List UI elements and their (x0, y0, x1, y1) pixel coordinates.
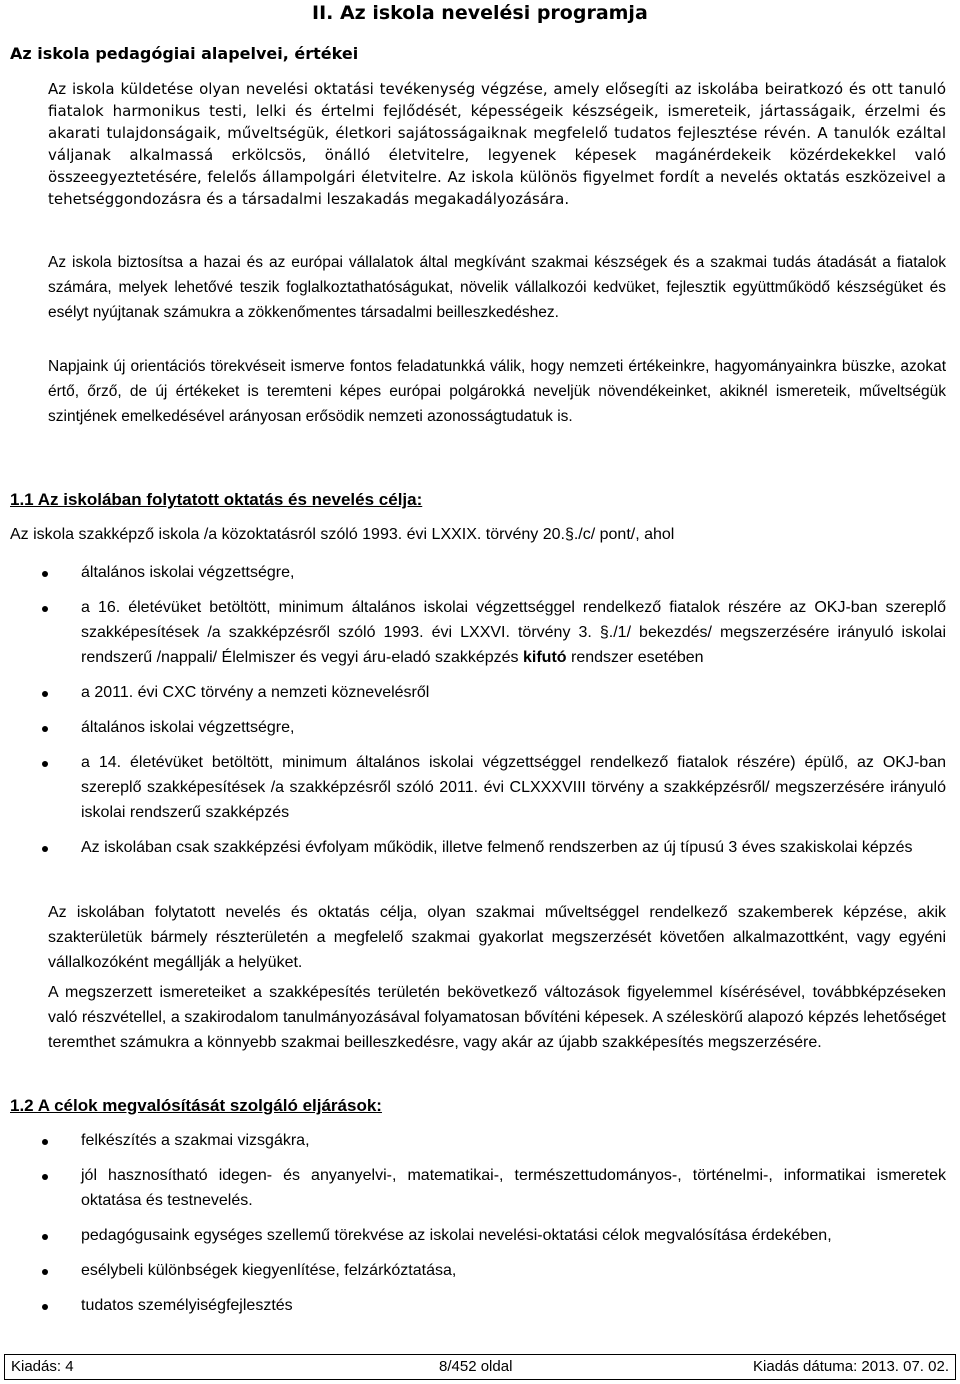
bullet-icon (42, 846, 48, 852)
list-item: általános iskolai végzettségre, (0, 560, 946, 585)
list-item: pedagógusaink egységes szellemű törekvése az iskolai nevelési-oktatási célok megvalósítása érdekében, (0, 1223, 946, 1248)
list-item: általános iskolai végzettségre, (0, 715, 946, 740)
bullet-icon (42, 726, 48, 732)
goals-list (0, 560, 946, 860)
list-item: felkészítés a szakmai vizsgákra, (0, 1128, 946, 1153)
page-number: 8/452 oldal (439, 1358, 513, 1375)
bullet-icon (42, 691, 48, 697)
list-item: a 16. életévüket betöltött, minimum általános iskolai végzettséggel rendelkező fiatalok részére az OKJ-ban szereplő szakképesítések /a szakképzésről szóló 1993. évi LXXVI. törvény 3. §./1/ bekezdés/ megszerzésére irányuló iskolai rendszerű /nappali/ Élelmiszer és vegyi áru-eladó szakképzés kifutó rendszer esetében (0, 595, 946, 670)
edition-label: Kiadás: 4 (11, 1358, 74, 1375)
bullet-icon (42, 571, 48, 577)
bullet-icon (42, 1234, 48, 1240)
bullet-icon (42, 1304, 48, 1310)
list-item: jól hasznosítható idegen- és anyanyelvi-, matematikai-, természettudományos-, történelmi-, informatikai ismeretek oktatása és testnevelés. (0, 1163, 946, 1213)
bullet-icon (42, 1139, 48, 1145)
section-1-1-heading: 1.1 Az iskolában folytatott oktatás és nevelés célja: (10, 490, 423, 509)
mission-paragraph: Az iskola küldetése olyan nevelési oktatási tevékenység végzése, amely elősegíti az iskolába beiratkozó és ott tanuló fiatalok harmonikus testi, lelki és értelmi fejlődését, képességeik készségeik, ismereteik, jártasságaik, érzelmi és akarati tulajdonságaik, műveltségük, életkori sajátosságaiknak megfelelő tudatos fejlesztése révén. A tanulók ezáltal váljanak alkalmassá erkölcsös, önálló életvitelre, legyenek képesek magánérdekeik közérdekekkel való összeegyeztetésére, felelős állampolgári életvitelre. Az iskola különös figyelmet fordít a nevelés oktatás eszközeivel a tehetséggondozásra és a társadalmi leszakadás megakadályozására. (48, 80, 946, 208)
orientation-paragraph: Napjaink új orientációs törekvéseit ismerve fontos feladatunkká válik, hogy nemzeti értékeinkre, hagyományainkra büszke, azokat értő, őrző, de új értékeket is teremteni képes európai polgárokká neveljük növendékeinket, akiknél ismereteik, műveltségük szintjének emelkedésével arányosan erősödik nemzeti azonosságtudatuk is. (48, 358, 946, 425)
chapter-title: II. Az iskola nevelési programja (312, 2, 648, 24)
list-item: a 14. életévüket betöltött, minimum általános iskolai végzettséggel rendelkező fiatalok részére) épülő, az OKJ-ban szereplő szakképesítések /a szakképzésről szóló 2011. évi CLXXXVIII törvény a szakképzésről/ megszerzésére irányuló iskolai rendszerű szakképzés (0, 750, 946, 825)
bullet-icon (42, 606, 48, 612)
list-item: Az iskolában csak szakképzési évfolyam működik, illetve felmenő rendszerben az új típusú 3 éves szakiskolai képzés (0, 835, 946, 860)
page-footer (4, 1354, 956, 1380)
bullet-icon (42, 1269, 48, 1275)
further-education-paragraph: A megszerzett ismereteiket a szakképesítés területén bekövetkező változások figyelemmel kísérésével, továbbképzéseken való részvétellel, a szakirodalom tanulmányozásával folyamatosan bővíténi képesek. A széleskörű alapozó képzés lehetőséget teremthet számukra a könnyebb szakmai beilleszkedésre, vagy akár az újabb szakképesítés megszerzésére. (48, 984, 946, 1051)
edition-date: Kiadás dátuma: 2013. 07. 02. (753, 1358, 949, 1375)
section-heading: Az iskola pedagógiai alapelvei, értékei (10, 44, 359, 63)
school-type-line: Az iskola szakképző iskola /a közoktatásról szóló 1993. évi LXXIX. törvény 20.§./c/ pont/, ahol (10, 526, 675, 543)
list-item: a 2011. évi CXC törvény a nemzeti köznevelésről (0, 680, 946, 705)
list-item: tudatos személyiségfejlesztés (0, 1293, 946, 1318)
bullet-icon (42, 761, 48, 767)
procedures-list (0, 1128, 946, 1318)
purpose-paragraph: Az iskolában folytatott nevelés és oktatás célja, olyan szakmai műveltséggel rendelkező szakemberek képzése, akik szakterületük bármely részterületén a megfelelő szakmai gyakorlat megszerzését követően alkalmazottként, vagy egyéni vállalkozóként megállják a helyüket. (48, 904, 946, 971)
bullet-icon (42, 1174, 48, 1180)
list-item: esélybeli különbségek kiegyenlítése, felzárkóztatása, (0, 1258, 946, 1283)
skills-paragraph: Az iskola biztosítsa a hazai és az európai vállalatok által megkívánt szakmai készségek és a szakmai tudás átadását a fiatalok számára, melyek lehetővé teszik foglalkoztathatóságukat, növelik vállalkozói kedvüket, fejlesztik együttműködő készségüket és esélyt nyújtanak számukra a zökkenőmentes társadalmi beilleszkedéshez. (48, 254, 946, 321)
section-1-2-heading: 1.2 A célok megvalósítását szolgáló eljárások: (10, 1096, 382, 1115)
